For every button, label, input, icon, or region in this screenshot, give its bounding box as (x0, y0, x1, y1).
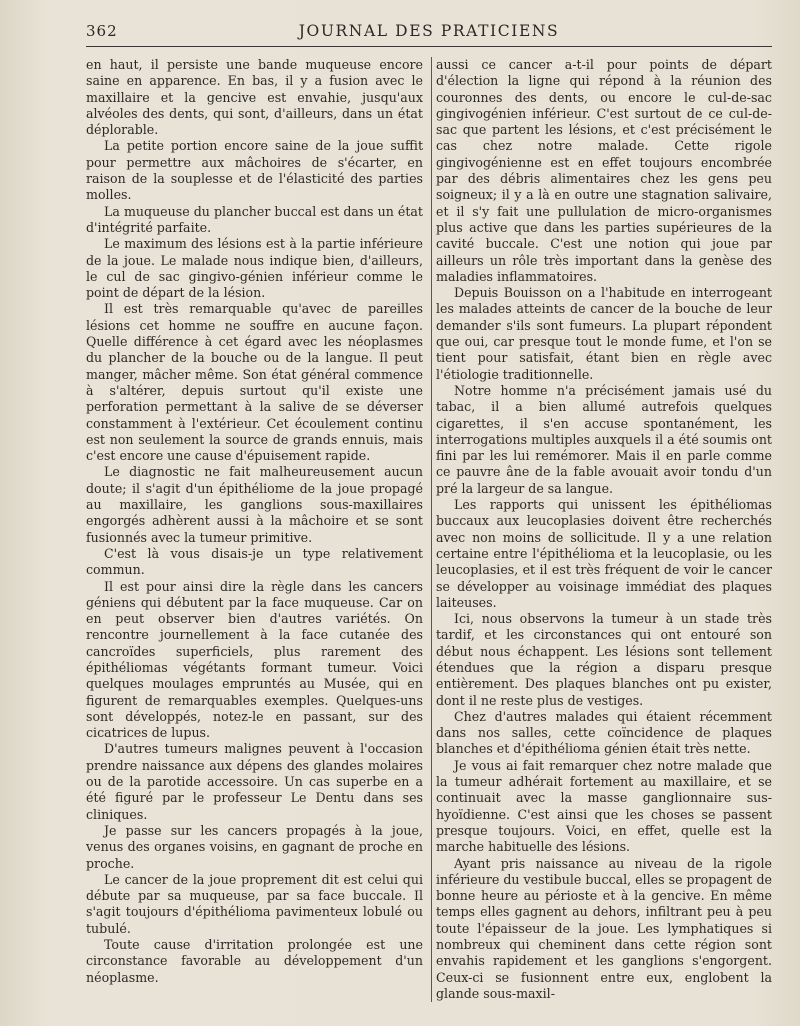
paragraph: Le maximum des lésions est à la partie inférieure de la joue. Le malade nous indique bien, d'ailleurs, le cul de sac gingivo-génien inférieur comme le point de départ de la lésion. (86, 236, 423, 301)
paragraph: Je passe sur les cancers propagés à la joue, venus des organes voisins, en gagnant de proche en proche. (86, 822, 423, 871)
paragraph: Chez d'autres malades qui étaient récemment dans nos salles, cette coïncidence de plaques blanches et d'épithélioma génien était très nette. (436, 708, 772, 757)
paragraph: Il est pour ainsi dire la règle dans les cancers géniens qui débutent par la face muqueuse. Car on en peut observer bien d'autres variétés. On rencontre journellement à la face cutanée des cancroïdes superficiels, plus rarement des épithéliomas végétants formant tumeur. Voici quelques moulages empruntés au Musée, qui en figurent de remarquables exemples. Quelques-uns sont développés, notez-le en passant, sur des cicatrices de lupus. (86, 578, 423, 741)
running-header (86, 22, 772, 47)
left-column (86, 57, 432, 1002)
paragraph: Les rapports qui unissent les épithéliomas buccaux aux leucoplasies doivent être recherchés avec non moins de sollicitude. Il y a une relation certaine entre l'épithélioma et la leucoplasie, ou les leucoplasies, et il est très fréquent de voir le cancer se développer au voisinage immédiat des plaques laiteuses. (436, 497, 772, 610)
paragraph: en haut, il persiste une bande muqueuse encore saine en apparence. En bas, il y a fusion avec le maxillaire et la gencive est envahie, jusqu'aux alvéoles des dents, qui sont, d'ailleurs, dans un état déplorable. (86, 57, 423, 138)
paragraph: Il est très remarquable qu'avec de pareilles lésions cet homme ne souffre en aucune façon. Quelle différence à cet égard avec les néoplasmes du plancher de la bouche ou de la langue. Il peut manger, mâcher même. Son état général commence à s'altérer, depuis surtout qu'il existe une perforation permettant à la salive de se déverser constamment à l'extérieur. Cet écoulement continu est non seulement la source de grands ennuis, mais c'est encore une cause d'épuisement rapide. (86, 301, 423, 464)
right-column (432, 57, 772, 1002)
journal-title: JOURNAL DES PRATICIENS (298, 22, 560, 40)
paragraph: Ayant pris naissance au niveau de la rigole inférieure du vestibule buccal, elles se propagent de bonne heure au périoste et à la gencive. En même temps elles gagnent au dehors, infiltrant peu à peu toute l'épaisseur de la joue. Les lymphatiques si nombreux qui cheminent dans cette région sont envahis rapidement et les ganglions s'engorgent. Ceux-ci se fusionnent entre eux, englobent la glande sous-maxil- (436, 855, 772, 1001)
paragraph: C'est là vous disais-je un type relativement commun. (86, 545, 423, 578)
paragraph: La muqueuse du plancher buccal est dans un état d'intégrité parfaite. (86, 203, 423, 235)
paragraph: Ici, nous observons la tumeur à un stade très tardif, et les circonstances qui ont entouré son début nous échappent. Les lésions sont tellement étendues que la région a disparu presque entièrement. Des plaques blanches ont pu exister, dont il ne reste plus de vestiges. (436, 611, 772, 708)
paragraph: Je vous ai fait remarquer chez notre malade que la tumeur adhérait fortement au maxillaire, et se continuait avec la masse ganglionnaire sus-hyoïdienne. C'est ainsi que les choses se passent presque toujours. Voici, en effet, quelle est la marche habituelle des lésions. (436, 757, 772, 855)
paragraph: aussi ce cancer a-t-il pour points de départ d'élection la ligne qui répond à la réunion des couronnes des dents, ou encore le cul-de-sac gingivogénien inférieur. C'est surtout de ce cul-de-sac que partent les lésions, et c'est précisément le cas chez notre malade. Cette rigole gingivogénienne est en effet toujours encombrée par des débris alimentaires chez les gens peu soigneux; il y a là en outre une stagnation salivaire, et il s'y fait une pullulation de micro-organismes plus active que dans les parties supérieures de la cavité buccale. C'est une notion qui joue par ailleurs un rôle très important dans la genèse des maladies inflammatoires. (436, 57, 772, 284)
paragraph: Notre homme n'a précisément jamais usé du tabac, il a bien allumé autrefois quelques cigarettes, il s'en accuse spontanément, les interrogations multiples auxquels il a été soumis ont fini par les lui remémorer. Mais il en parle comme ce pauvre âne de la fable avouait avoir tondu d'un pré la largeur de sa langue. (436, 382, 772, 496)
paragraph: Le diagnostic ne fait malheureusement aucun doute; il s'agit d'un épithéliome de la joue propagé au maxillaire, les ganglions sous-maxillaires engorgés adhèrent aussi à la mâchoire et se sont fusionnés avec la tumeur primitive. (86, 464, 423, 545)
paragraph: Toute cause d'irritation prolongée est une circonstance favorable au développement d'un néoplasme. (86, 937, 423, 985)
paragraph: Depuis Bouisson on a l'habitude en interrogeant les malades atteints de cancer de la bouche de leur demander s'ils sont fumeurs. La plupart répondent que oui, car presque tout le monde fume, et l'on se tient pour satisfait, étant bien en règle avec l'étiologie traditionnelle. (436, 285, 772, 382)
page-number: 362 (86, 22, 118, 40)
text-columns (86, 57, 772, 1002)
paragraph: D'autres tumeurs malignes peuvent à l'occasion prendre naissance aux dépens des glandes molaires ou de la parotide accessoire. Un cas superbe en a été figuré par le professeur Le Dentu dans ses cliniques. (86, 741, 423, 822)
paragraph: La petite portion encore saine de la joue suffit pour permettre aux mâchoires de s'écarter, en raison de la souplesse et de l'élasticité des parties molles. (86, 138, 423, 203)
paragraph: Le cancer de la joue proprement dit est celui qui débute par sa muqueuse, par sa face buccale. Il s'agit toujours d'épithélioma pavimenteux lobulé ou tubulé. (86, 871, 423, 936)
